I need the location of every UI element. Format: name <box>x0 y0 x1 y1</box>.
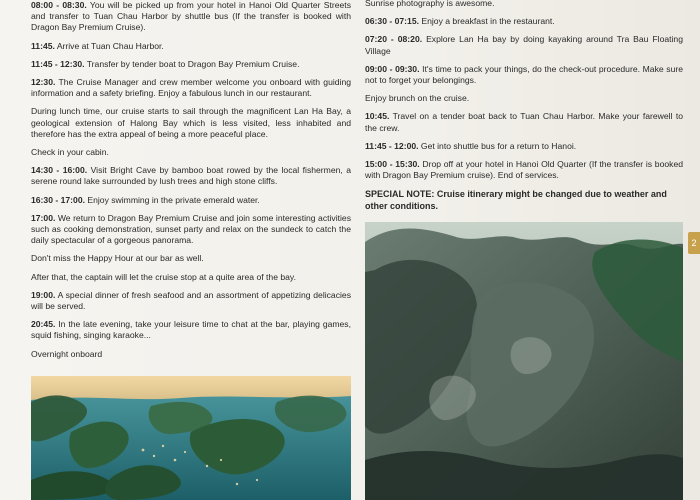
item-time: 11:45. <box>31 40 55 51</box>
itinerary-item <box>31 213 351 247</box>
itinerary-item <box>31 272 351 283</box>
item-text: In the late evening, take your leisure time to chat at the bar, playing games, squid fishing, singing karaoke... <box>31 319 351 341</box>
special-note: SPECIAL NOTE: Cruise itinerary might be changed due to weather and other conditions. <box>365 189 667 212</box>
item-text: Explore Lan Ha bay by doing kayaking around Tra Bau Floating Village <box>365 34 683 56</box>
itinerary-item <box>365 34 683 56</box>
item-time: 08:00 - 08:30. <box>31 0 87 10</box>
item-text: Get into shuttle bus for a return to Hanoi. <box>418 140 577 151</box>
item-time: 19:00. <box>31 289 56 300</box>
item-time: 06:30 - 07:15. <box>365 16 419 27</box>
item-time: 20:45. <box>31 319 56 330</box>
item-text: Arrive at Tuan Chau Harbor. <box>54 40 164 51</box>
item-text: Visit Bright Cave by bamboo boat rowed by the local fishermen, a serene round lake surrounded by lush trees and high stone cliffs. <box>31 165 352 187</box>
right-itinerary-column <box>365 0 683 221</box>
item-time: 15:00 - 15:30. <box>365 159 420 170</box>
itinerary-item <box>365 0 683 9</box>
itinerary-item <box>365 111 683 133</box>
itinerary-item <box>365 93 683 104</box>
itinerary-item <box>31 349 351 360</box>
itinerary-item <box>365 16 683 27</box>
item-time: 14:30 - 16:00. <box>31 165 88 176</box>
itinerary-item <box>31 195 351 206</box>
itinerary-item <box>365 64 683 86</box>
itinerary-item <box>31 41 351 52</box>
bay-aerial-photo <box>31 376 351 500</box>
item-text: It's time to pack your things, do the check-out procedure. Make sure not to forget your belongings. <box>365 63 683 86</box>
item-time: 09:00 - 09:30. <box>365 63 420 74</box>
item-text: Drop off at your hotel in Hanoi Old Quarter (If the transfer is booked with Dragon Bay Premium cruise). End of services. <box>365 159 684 181</box>
item-text: Enjoy swimming in the private emerald water. <box>84 194 260 205</box>
item-time: 12:30. <box>31 77 56 88</box>
item-text: Check in your cabin. <box>31 147 109 158</box>
left-itinerary-column <box>31 0 351 367</box>
itinerary-item <box>31 0 351 34</box>
item-text: Travel on a tender boat back to Tuan Chau Harbor. Make your farewell to the crew. <box>365 111 683 133</box>
itinerary-item <box>365 141 683 152</box>
itinerary-item <box>31 165 351 187</box>
item-time: 10:45. <box>365 111 390 122</box>
item-time: 16:30 - 17:00. <box>31 194 85 205</box>
item-text: The Cruise Manager and crew member welcome you onboard with guiding information and a safety briefing. Enjoy a fabulous lunch in our restaurant. <box>31 77 351 99</box>
item-time: 17:00. <box>31 212 56 223</box>
page-number-tab: 2 <box>688 232 700 254</box>
item-text: Overnight onboard <box>31 348 103 359</box>
item-time: 11:45 - 12:00. <box>365 140 419 151</box>
bay-aerial-illustration <box>31 376 351 500</box>
itinerary-item <box>31 319 351 341</box>
item-text: Sunrise photography is awesome. <box>365 0 495 8</box>
itinerary-item <box>31 147 351 158</box>
item-text: After that, the captain will let the cruise stop at a quite area of the bay. <box>31 271 296 282</box>
item-text: Transfer by tender boat to Dragon Bay Premium Cruise. <box>84 58 300 69</box>
item-text: A special dinner of fresh seafood and an assortment of appetizing delicacies will be served. <box>31 289 351 312</box>
item-text: You will be picked up from your hotel in Hanoi Old Quarter Streets and transfer to Tuan Chau Harbor by shuttle bus (If the transfer is booked with Dragon Bay Premium Cruise). <box>31 0 351 33</box>
limestone-cliff-illustration <box>365 222 683 500</box>
itinerary-item <box>31 106 351 140</box>
itinerary-item <box>31 77 351 99</box>
item-text: Enjoy brunch on the cruise. <box>365 93 470 104</box>
item-text: We return to Dragon Bay Premium Cruise and join some interesting activities such as cooking demonstration, sunset party and relax on the sundeck to catch the daily spectacular of a gorgeous panorama. <box>31 212 351 246</box>
itinerary-item <box>31 290 351 312</box>
item-text: During lunch time, our cruise starts to sail through the magnificent Lan Ha Bay, a geological extension of Halong Bay which is less visited, less inhabited and therefore has the extra appeal of being a more peaceful place. <box>31 106 351 139</box>
item-text: Enjoy a breakfast in the restaurant. <box>418 16 555 27</box>
item-time: 07:20 - 08:20. <box>365 34 423 45</box>
itinerary-item <box>365 159 683 181</box>
itinerary-item <box>31 59 351 70</box>
item-time: 11:45 - 12:30. <box>31 58 85 69</box>
itinerary-item <box>31 253 351 264</box>
item-text: Don't miss the Happy Hour at our bar as well. <box>31 253 204 264</box>
cliff-photo <box>365 222 683 500</box>
